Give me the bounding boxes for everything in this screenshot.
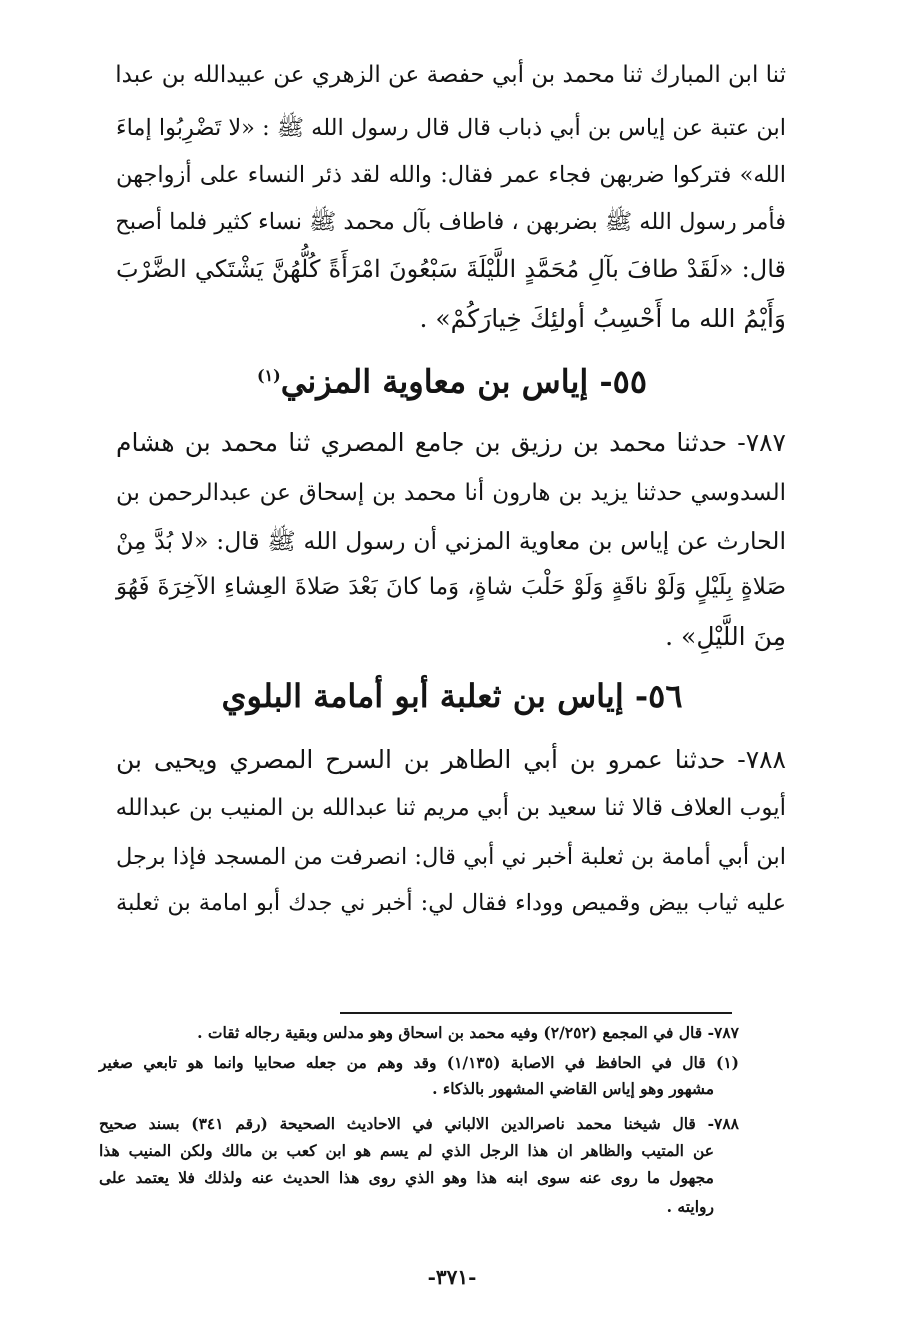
section-heading bbox=[0, 356, 904, 402]
footnote-line: روايته . bbox=[666, 1197, 714, 1216]
section-title: ٥٥- إياس بن معاوية المزني bbox=[280, 362, 648, 401]
hadith-line: عليه ثياب بيض وقميص ووداء فقال لي: أخبر ني جدك أبو امامة بن ثعلبة bbox=[116, 890, 786, 916]
hadith-line: ٧٨٧- حدثنا محمد بن رزيق بن جامع المصري ثنا محمد بن هشام bbox=[116, 428, 786, 457]
hadith-line: أيوب العلاف قالا ثنا سعيد بن أبي مريم ثنا عبدالله بن المنيب بن عبدالله bbox=[115, 795, 786, 821]
body-line: قال: «لَقَدْ طافَ بآلِ مُحَمَّدٍ اللَّيْلَةَ سَبْعُونَ امْرَأَةً كُلُّهُنَّ يَشْتَكي الضَّرْبَ bbox=[116, 255, 786, 283]
body-line: ثنا ابن المبارك ثنا محمد بن أبي حفصة عن الزهري عن عبيدالله بن عبدا bbox=[115, 62, 786, 88]
hadith-line: ابن أبي أمامة بن ثعلبة أخبر ني أبي قال: انصرفت من المسجد فإذا برجل bbox=[116, 844, 786, 870]
footnote-line: مشهور وهو إياس القاضي المشهور بالذكاء . bbox=[432, 1079, 714, 1098]
body-line: وَأَيْمُ الله ما أَحْسِبُ أولئِكَ خِيارَكُمْ» . bbox=[419, 304, 786, 333]
hadith-line: مِنَ اللَّيْلِ» . bbox=[665, 622, 786, 651]
section-title: ٥٦- إياس بن ثعلبة أبو أمامة البلوي bbox=[221, 677, 683, 715]
body-line: الله» فتركوا ضربهن فجاء عمر فقال: والله لقد ذئر النساء على أزواجهن bbox=[116, 162, 786, 188]
footnote-line: عن المتيب والظاهر ان هذا الرجل الذي لم يسم هو ابن كعب بن مالك ولكن المنيب هذا bbox=[99, 1141, 714, 1160]
footnote-mark: (١) bbox=[256, 366, 281, 385]
body-line: فأمر رسول الله ﷺ بضربهن ، فاطاف بآل محمد ﷺ نساء كثير فلما أصبح bbox=[115, 209, 786, 235]
section-heading bbox=[0, 676, 904, 716]
footnote-line: ٧٨٧- قال في المجمع (٢/٢٥٢) وفيه محمد بن اسحاق وهو مدلس وبقية رجاله ثقات . bbox=[197, 1023, 739, 1042]
hadith-line: الحارث عن إياس بن معاوية المزني أن رسول الله ﷺ قال: «لا بُدَّ مِنْ bbox=[116, 527, 786, 555]
page-number: -٣٧١- bbox=[427, 1265, 477, 1289]
hadith-line: صَلاةٍ بِلَيْلٍ وَلَوْ ناقَةٍ وَلَوْ حَلْبَ شاةٍ، وَما كانَ بَعْدَ صَلاةَ العِشاءِ الآخِرَةَ فَهُوَ bbox=[116, 574, 786, 600]
hadith-line: ٧٨٨- حدثنا عمرو بن أبي الطاهر بن السرح المصري ويحيى بن bbox=[116, 745, 786, 774]
footnote-line: ٧٨٨- قال شيخنا محمد ناصرالدين الالباني في الاحاديث الصحيحة (رقم ٣٤١) بسند صحيح bbox=[99, 1114, 739, 1133]
footnote-separator bbox=[340, 1012, 732, 1014]
body-line: ابن عتبة عن إياس بن أبي ذباب قال قال رسول الله ﷺ : «لا تَضْرِبُوا إماءَ bbox=[115, 115, 786, 141]
footnote-line: (١) قال في الحافظ في الاصابة (١/١٣٥) وقد وهم من جعله صحابيا وانما هو تابعي صغير bbox=[99, 1053, 739, 1072]
hadith-line: السدوسي حدثنا يزيد بن هارون أنا محمد بن إسحاق عن عبدالرحمن بن bbox=[116, 480, 786, 506]
footnote-line: مجهول ما روى عنه سوى ابنه هذا وهو الذي روى هذا الحديث عنه ولذلك فلا يعتمد على bbox=[99, 1168, 714, 1187]
